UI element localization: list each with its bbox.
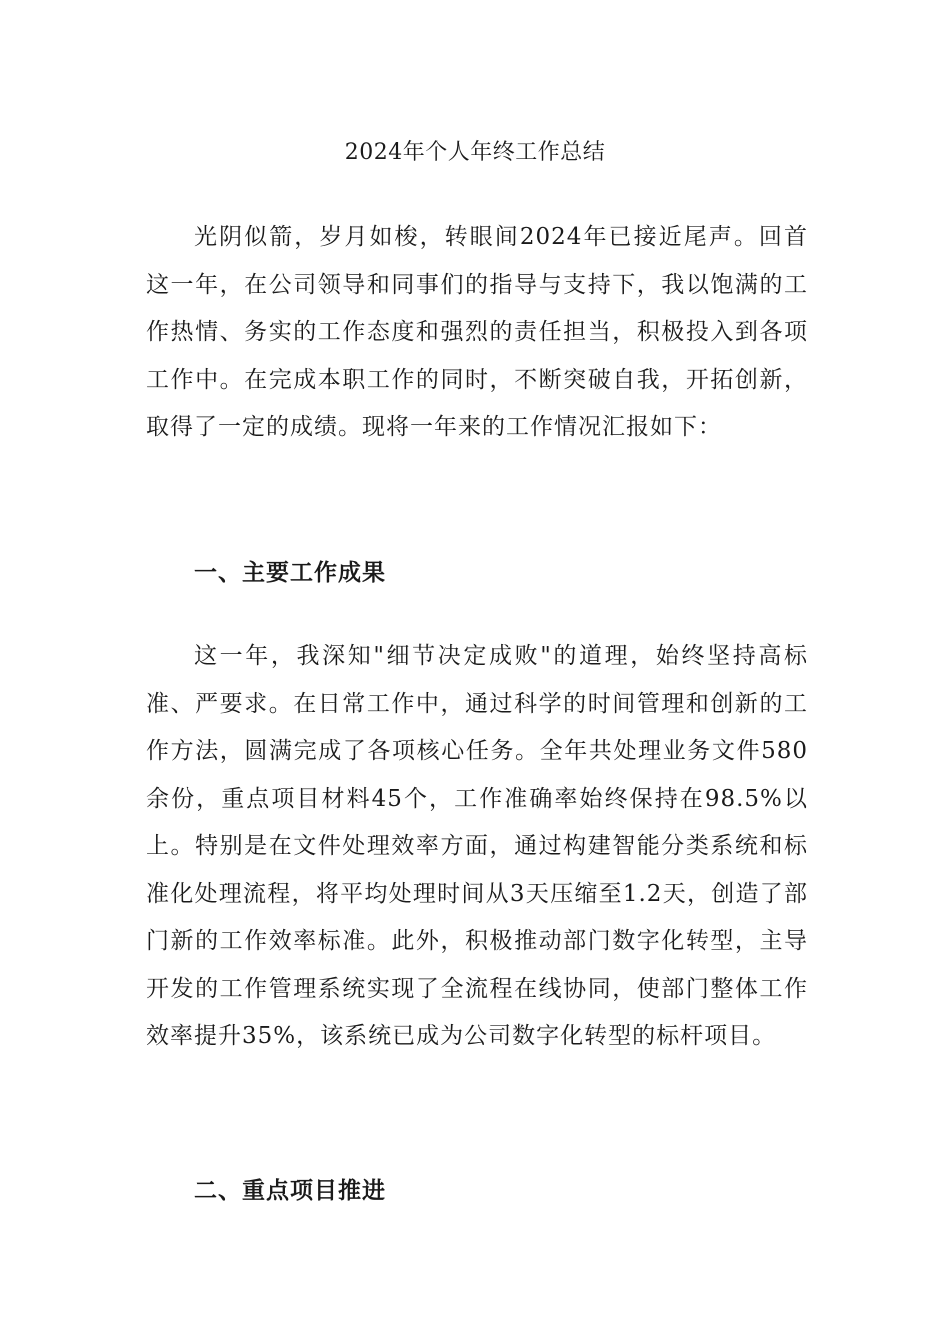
document-title: 2024年个人年终工作总结 bbox=[344, 140, 606, 165]
section-heading-main-results: 一、主要工作成果 bbox=[194, 559, 386, 586]
section-heading-key-projects: 二、重点项目推进 bbox=[194, 1177, 386, 1204]
intro-paragraph: 光阴似箭，岁月如梭，转眼间2024年已接近尾声。回首这一年，在公司领导和同事们的指导与支持下，我以饱满的工作热情、务实的工作态度和强烈的责任担当，积极投入到各项工作中。在完成本职工作的同时，不断突破自我，开拓创新，取得了一定的成绩。现将一年来的工作情况汇报如下： bbox=[146, 224, 808, 440]
main-results-paragraph: 这一年，我深知"细节决定成败"的道理，始终坚持高标准、严要求。在日常工作中，通过科学的时间管理和创新的工作方法，圆满完成了各项核心任务。全年共处理业务文件580余份，重点项目材料45个，工作准确率始终保持在98.5%以上。特别是在文件处理效率方面，通过构建智能分类系统和标准化处理流程，将平均处理时间从3天压缩至1.2天，创造了部门新的工作效率标准。此外，积极推动部门数字化转型，主导开发的工作管理系统实现了全流程在线协同，使部门整体工作效率提升35%，该系统已成为公司数字化转型的标杆项目。 bbox=[146, 643, 808, 1049]
